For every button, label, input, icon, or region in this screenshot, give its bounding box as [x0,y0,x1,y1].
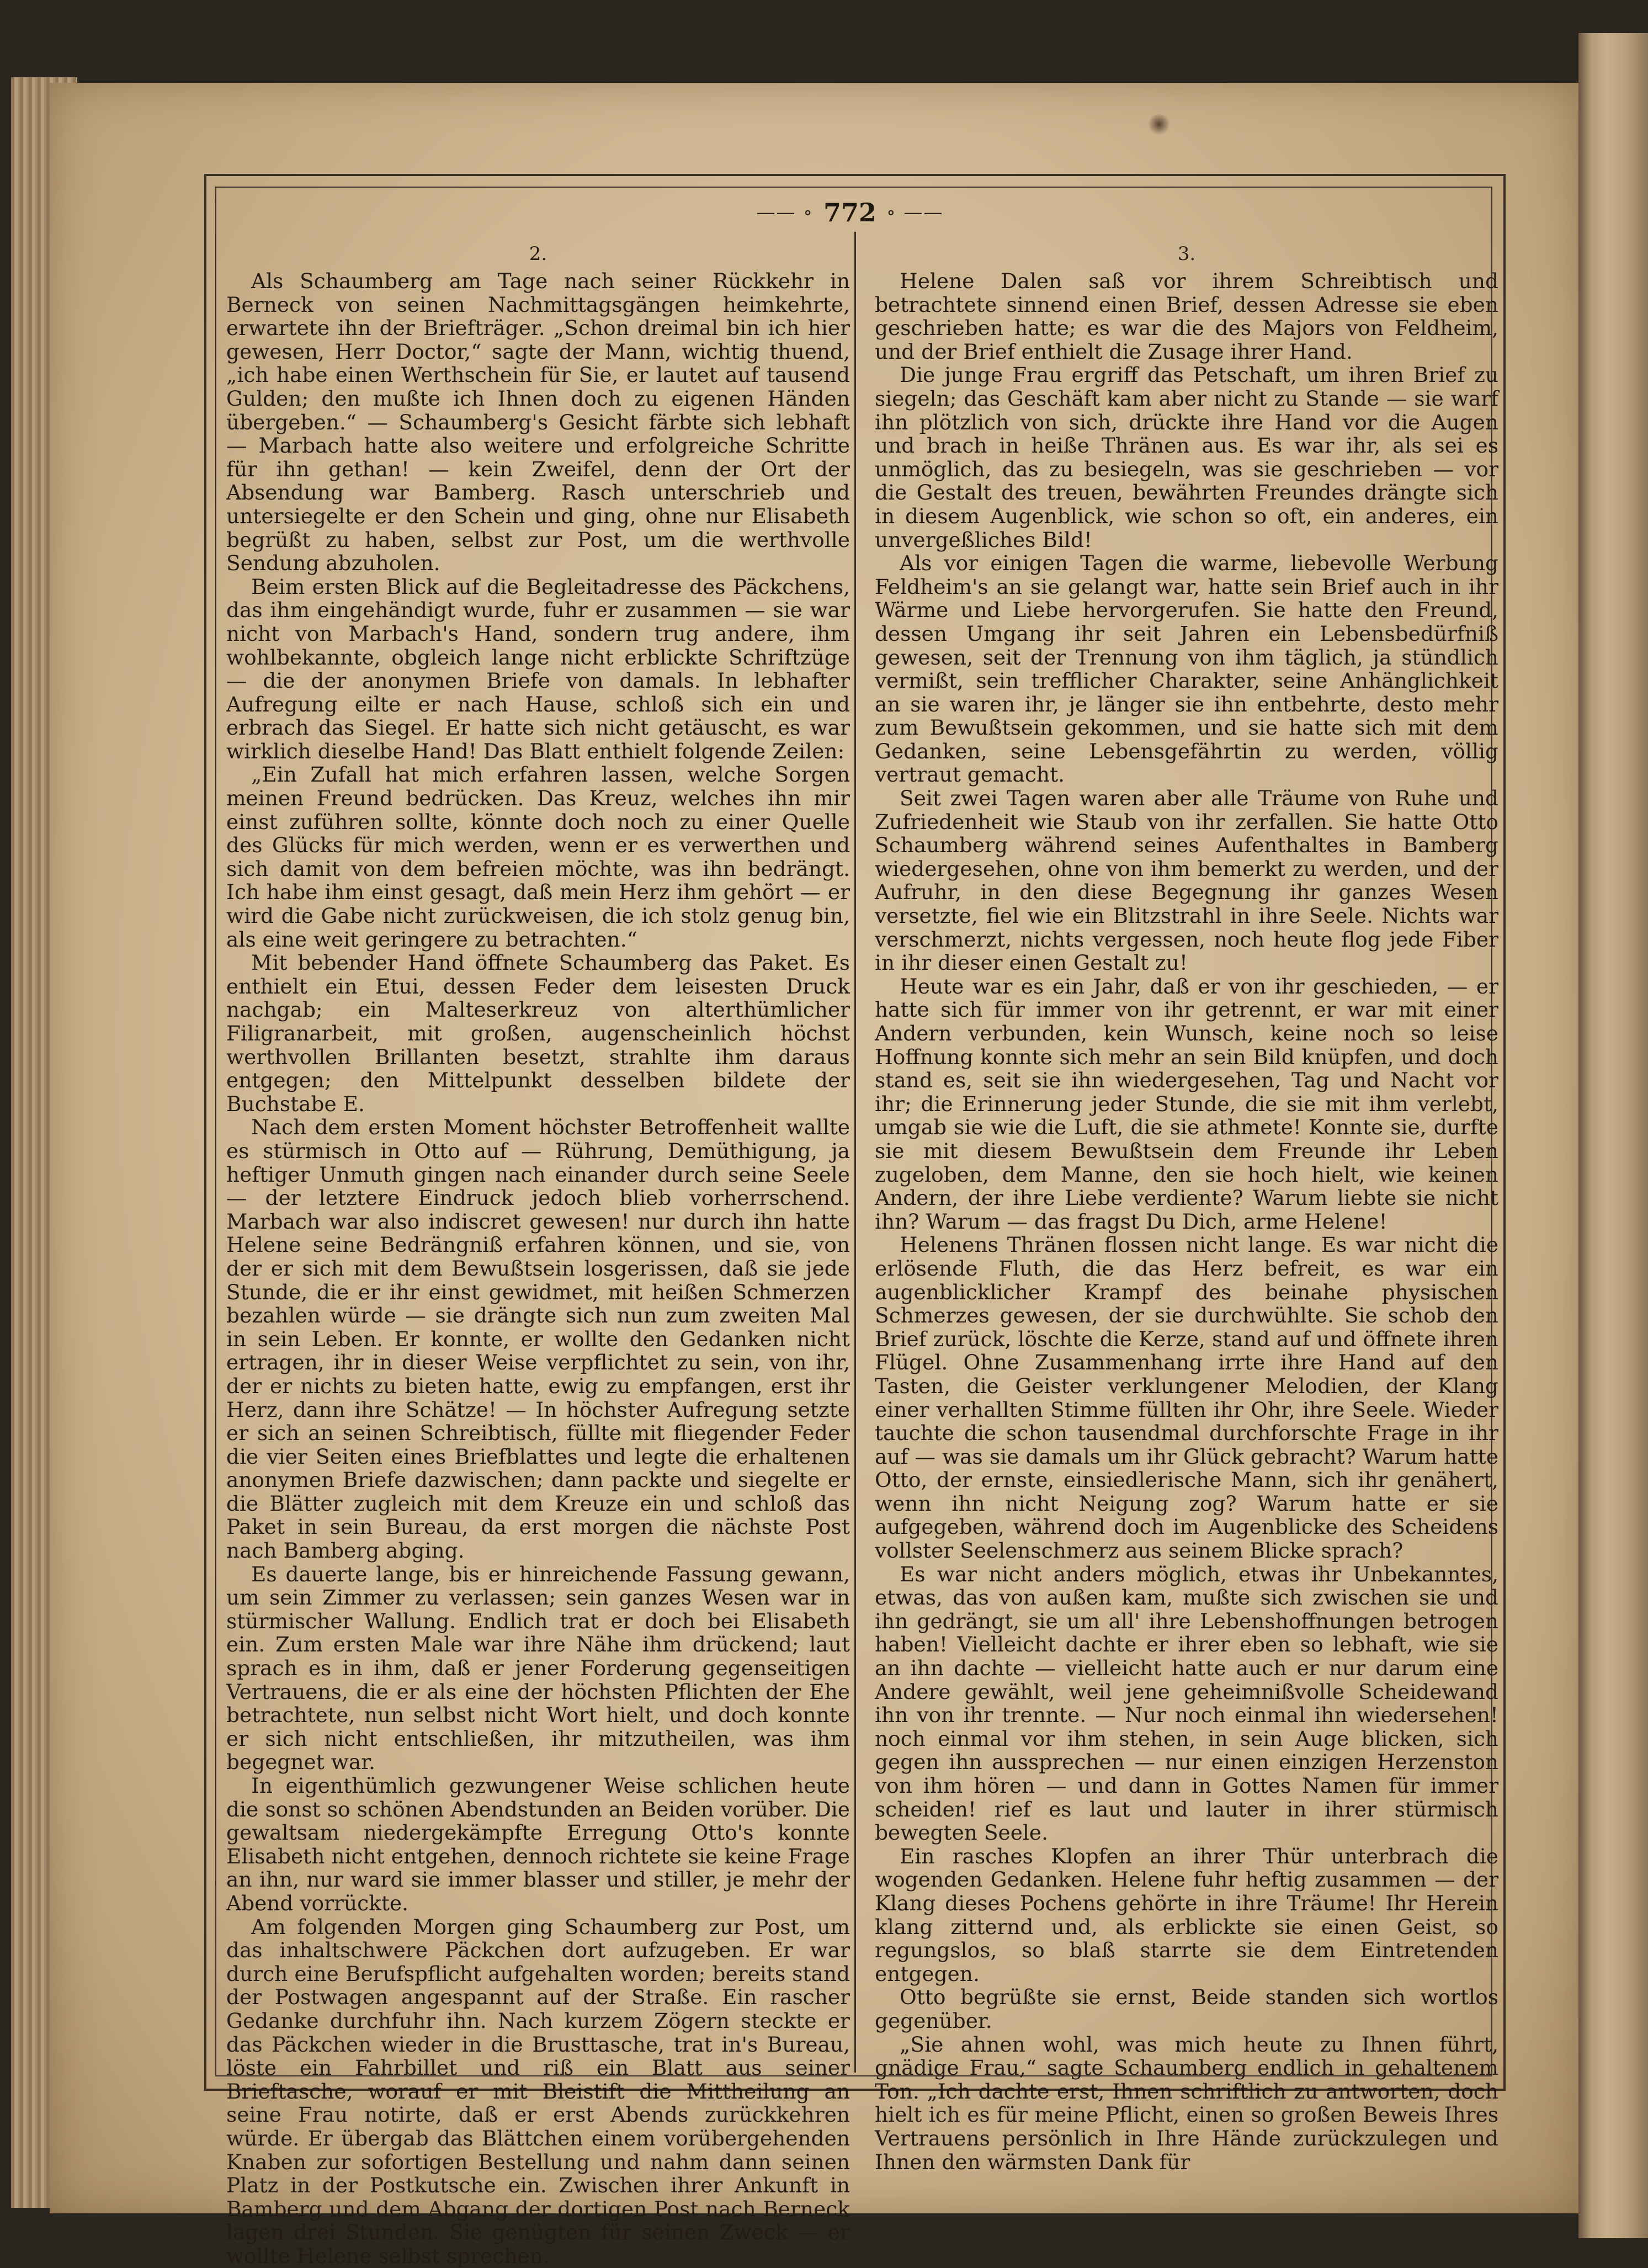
paragraph: Nach dem ersten Moment höchster Betroffenheit wallte es stürmisch in Otto auf — Rührung, Demüthigung, ja heftiger Unmuth gingen nach einander durch seine Seele — der letztere Eindruck jedoch blieb vorherrschend. Marbach war also indiscret gewesen! nur durch ihn hatte Helene seine Bedrängniß erfahren können, und sie, von der er sich mit dem Bewußtsein losgerissen, daß sie jede Stunde, die er ihr einst gewidmet, mit heißen Schmerzen bezahlen würde — sie drängte sich nun zum zweiten Mal in sein Leben. Er konnte, er wollte den Gedanken nicht ertragen, ihr in dieser Weise verpflichtet zu sein, von ihr, der er nichts zu bieten hatte, ewig zu empfangen, erst ihr Herz, dann ihre Schätze! — In höchster Aufregung setzte er sich an seinen Schreibtisch, füllte mit fliegender Feder die vier Seiten eines Briefblattes und legte die erhaltenen anonymen Briefe dazwischen; dann packte und siegelte er die Blätter zugleich mit dem Kreuze ein und schloß das Paket in sein Bureau, da erst morgen die nächste Post nach Bamberg abging. [226,1115,850,1563]
page-number: 772 [823,198,877,227]
paragraph: Helene Dalen saß vor ihrem Schreibtisch und betrachtete sinnend einen Brief, dessen Adresse sie eben geschrieben hatte; es war die des Majors von Feldheim, und der Brief enthielt die Zusage ihrer Hand. [875,269,1498,364]
paragraph: „Ein Zufall hat mich erfahren lassen, welche Sorgen meinen Freund bedrücken. Das Kreuz, welches ihn mir einst zuführen sollte, könnte doch noch zu einer Quelle des Glücks für mich werden, wenn er es verwerthen und sich damit von dem befreien möchte, was ihn bedrängt. Ich habe ihm einst gesagt, daß mein Herz ihm gehört — er wird die Gabe nicht zurückweisen, die ich stolz genug bin, als eine weit geringere zu betrachten.“ [226,762,850,952]
paragraph: Als Schaumberg am Tage nach seiner Rückkehr in Berneck von seinen Nachmittagsgängen heimkehrte, erwartete ihn der Briefträger. „Schon dreimal bin ich hier gewesen, Herr Doctor,“ sagte der Mann, wichtig thuend, „ich habe einen Werthschein für Sie, er lautet auf tausend Gulden; den mußte ich Ihnen doch zu eigenen Händen übergeben.“ — Schaumberg's Gesicht färbte sich lebhaft — Marbach hatte also weitere und erfolgreiche Schritte für ihn gethan! — kein Zweifel, denn der Ort der Absendung war Bamberg. Rasch unterschrieb und untersiegelte er den Schein und ging, ohne nur Elisabeth begrüßt zu haben, selbst zur Post, um die werthvolle Sendung abzuholen. [226,269,850,576]
page-header [734,196,966,229]
right-column [875,243,1498,2174]
header-ornament-right: ∘ —— [886,201,944,224]
paragraph: Seit zwei Tagen waren aber alle Träume von Ruhe und Zufriedenheit wie Staub von ihr zerfallen. Sie hatte Otto Schaumberg während seines Aufenthaltes in Bamberg wiedergesehen, ohne von ihm bemerkt zu werden, und der Aufruhr, in den diese Begegnung ihr ganzes Wesen versetzte, fiel wie ein Blitzstrahl in ihre Seele. Nichts war verschmerzt, nichts vergessen, noch heute flog jede Fiber in ihr dieser einen Gestalt zu! [875,786,1498,975]
column-divider [854,232,856,2073]
paragraph: Ein rasches Klopfen an ihrer Thür unterbrach die wogenden Gedanken. Helene fuhr heftig zusammen — der Klang dieses Pochens gehörte in ihre Träume! Ihr Herein klang zitternd und, als erblickte sie einen Geist, so regungslos, so blaß starrte sie dem Eintretenden entgegen. [875,1844,1498,1986]
paragraph: Beim ersten Blick auf die Begleitadresse des Päckchens, das ihm eingehändigt wurde, fuhr er zusammen — sie war nicht von Marbach's Hand, sondern trug andere, ihm wohlbekannte, obgleich lange nicht erblickte Schriftzüge — die der anonymen Briefe von damals. In lebhafter Aufregung eilte er nach Hause, schloß sich ein und erbrach das Siegel. Er hatte sich nicht getäuscht, es war wirklich dieselbe Hand! Das Blatt enthielt folgende Zeilen: [226,574,850,763]
book-right-edge [1578,33,1648,2238]
paragraph: Am folgenden Morgen ging Schaumberg zur Post, um das inhaltschwere Päckchen dort aufzugeben. Er war durch eine Berufspflicht aufgehalten worden; bereits stand der Postwagen angespannt auf der Straße. Ein rascher Gedanke durchfuhr ihn. Nach kurzem Zögern steckte er das Päckchen wieder in die Brusttasche, trat in's Bureau, löste ein Fahrbillet und riß ein Blatt aus seiner Brieftasche, worauf er mit Bleistift die Mittheilung an seine Frau notirte, daß er erst Abends zurückkehren würde. Er übergab das Blättchen einem vorübergehenden Knaben zur sofortigen Bestellung und nahm dann seinen Platz in der Postkutsche ein. Zwischen ihrer Ankunft in Bamberg und dem Abgang der dortigen Post nach Berneck lagen drei Stunden. Sie genügten für seinen Zweck — er wollte Helene selbst sprechen. [226,1914,850,2268]
paragraph: In eigenthümlich gezwungener Weise schlichen heute die sonst so schönen Abendstunden an Beiden vorüber. Die gewaltsam niedergekämpfte Erregung Otto's konnte Elisabeth nicht entgehen, dennoch richtete sie keine Frage an ihn, nur ward sie immer blasser und stiller, je mehr der Abend vorrückte. [226,1773,850,1915]
ink-stain [1148,113,1170,135]
left-column [226,243,850,2268]
header-ornament-left: —— ∘ [756,201,814,224]
paragraph: Otto begrüßte sie ernst, Beide standen sich wortlos gegenüber. [875,1985,1498,2033]
paragraph: Helenens Thränen flossen nicht lange. Es war nicht die erlösende Fluth, die das Herz befreit, es war ein augenblicklicher Krampf des beinahe physischen Schmerzes gewesen, der sie durchwühlte. Sie schob den Brief zurück, löschte die Kerze, stand auf und öffnete ihren Flügel. Ohne Zusammenhang irrte ihre Hand auf den Tasten, die Geister verklungener Melodien, der Klang einer verhallten Stimme füllten ihr Ohr, ihre Seele. Wieder tauchte die schon tausendmal durchforschte Frage in ihr auf — was sie damals um ihr Glück gebracht? Warum hatte Otto, der ernste, einsiedlerische Mann, sich ihr genähert, wenn ihn nicht Neigung zog? Warum hatte er sie aufgegeben, während doch im Augenblicke des Scheidens vollster Seelenschmerz aus seinem Blicke sprach? [875,1233,1498,1563]
paragraph: Es war nicht anders möglich, etwas ihr Unbekanntes, etwas, das von außen kam, mußte sich zwischen sie und ihn gedrängt, sie um all' ihre Lebenshoffnungen betrogen haben! Vielleicht dachte er ihrer eben so lebhaft, wie sie an ihn dachte — vielleicht hatte auch er nur darum eine Andere gewählt, weil jene geheimnißvolle Scheidewand ihn von ihr trennte. — Nur noch einmal ihn wiedersehen! noch einmal vor ihm stehen, in sein Auge blicken, sich gegen ihn aussprechen — nur einen einzigen Herzenston von ihm hören — und dann in Gottes Namen für immer scheiden! rief es laut und lauter in ihrer stürmisch bewegten Seele. [875,1561,1498,1845]
paragraph: „Sie ahnen wohl, was mich heute zu Ihnen führt, gnädige Frau,“ sagte Schaumberg endlich in gehaltenem Ton. „Ich dachte erst, Ihnen schriftlich zu antworten, doch hielt ich es für meine Pflicht, einen so großen Beweis Ihres Vertrauens persönlich in Ihre Hände zurückzulegen und Ihnen den wärmsten Dank für [875,2032,1498,2174]
paragraph: Es dauerte lange, bis er hinreichende Fassung gewann, um sein Zimmer zu verlassen; sein ganzes Wesen war in stürmischer Wallung. Endlich trat er doch bei Elisabeth ein. Zum ersten Male war ihre Nähe ihm drückend; laut sprach es in ihm, daß er jener Forderung gegenseitigen Vertrauens, die er als eine der höchsten Pflichten der Ehe betrachtete, nun selbst nicht Wort hielt, und doch konnte er sich nicht entschließen, ihr mitzutheilen, was ihm begegnet war. [226,1561,850,1775]
paragraph: Mit bebender Hand öffnete Schaumberg das Paket. Es enthielt ein Etui, dessen Feder dem leisesten Druck nachgab; ein Malteserkreuz von alterthümlicher Filigranarbeit, mit großen, augenscheinlich höchst werthvollen Brillanten besetzt, strahlte ihm daraus entgegen; den Mittelpunkt desselben bildete der Buchstabe E. [226,950,850,1116]
paragraph: Die junge Frau ergriff das Petschaft, um ihren Brief zu siegeln; das Geschäft kam aber nicht zu Stande — sie warf ihn plötzlich von sich, drückte ihre Hand vor die Augen und brach in heiße Thränen aus. Es war ihr, als sei es unmöglich, das zu besiegeln, was sie geschrieben — vor die Gestalt des treuen, bewährten Freundes drängte sich in diesem Augenblick, wie schon so oft, ein anderes, ein unvergeßliches Bild! [875,363,1498,552]
paragraph: Heute war es ein Jahr, daß er von ihr geschieden, — er hatte sich für immer von ihr getrennt, er war mit einer Andern verbunden, kein Wunsch, keine noch so leise Hoffnung konnte sich mehr an sein Bild knüpfen, und doch stand es, seit sie ihn wiedergesehen, Tag und Nacht vor ihr; die Erinnerung jeder Stunde, die sie mit ihm verlebt, umgab sie wie die Luft, die sie athmete! Konnte sie, durfte sie mit diesem Bewußtsein dem Freunde ihr Leben zugeloben, dem Manne, den sie hoch hielt, wie keinen Andern, der ihre Liebe verdiente? Warum liebte sie nicht ihn? Warum — das fragst Du Dich, arme Helene! [875,974,1498,1234]
paragraph: Als vor einigen Tagen die warme, liebevolle Werbung Feldheim's an sie gelangt war, hatte sein Brief auch in ihr Wärme und Liebe hervorgerufen. Sie hatte den Freund, dessen Umgang ihr seit Jahren ein Lebensbedürfniß gewesen, seit der Trennung von ihm täglich, ja stündlich vermißt, sein trefflicher Charakter, seine Anhänglichkeit an sie waren ihr, je länger sie ihn entbehrte, desto mehr zum Bewußtsein gekommen, und sie hatte sich mit dem Gedanken, seine Lebensgefährtin zu werden, völlig vertraut gemacht. [875,551,1498,787]
section-number: 2. [529,243,547,265]
section-number: 3. [1177,243,1196,265]
